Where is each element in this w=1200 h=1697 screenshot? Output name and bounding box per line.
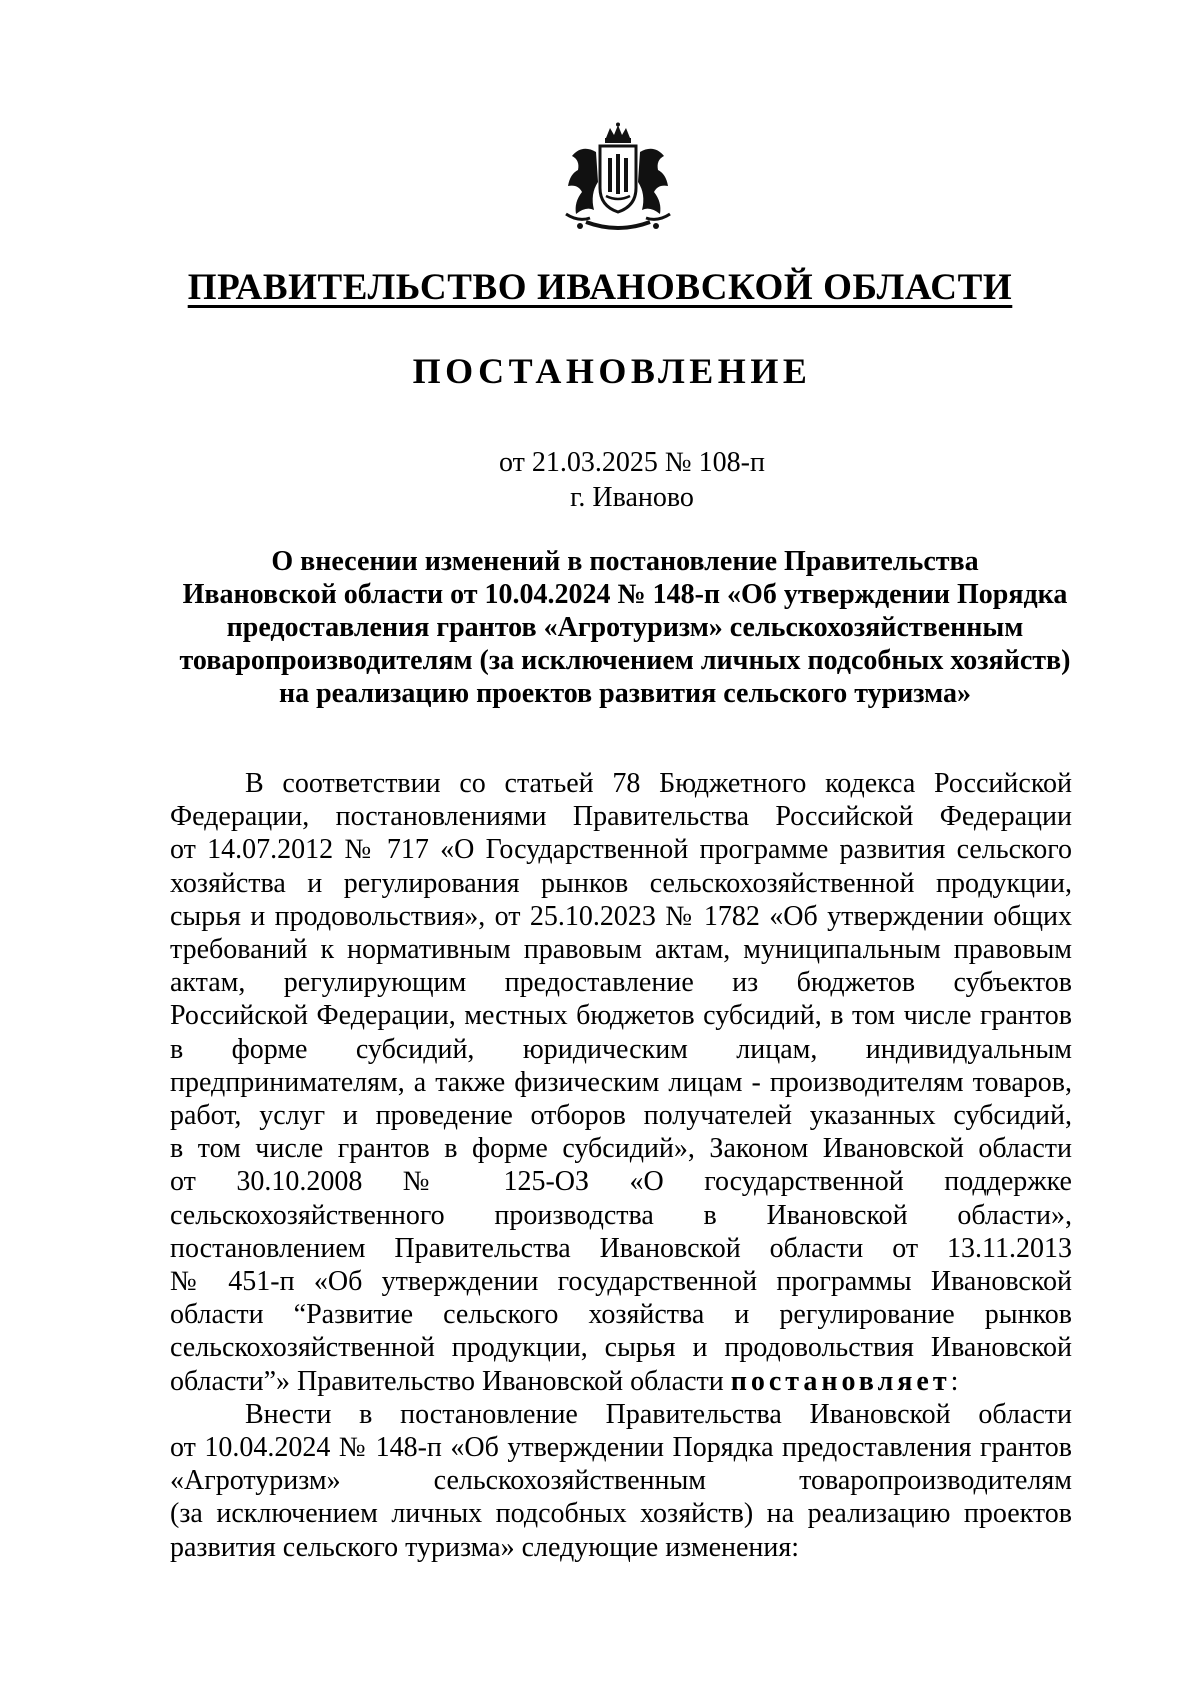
- paragraph-line: хозяйства и регулирования рынков сельскохозяйственной продукции,: [170, 867, 1072, 899]
- paragraph-line: предпринимателям, а также физическим лицам - производителям товаров,: [170, 1066, 1072, 1098]
- paragraph-line: актам, регулирующим предоставление из бюджетов субъектов: [170, 967, 1072, 999]
- paragraph-line: сырья и продовольствия», от 25.10.2023 № 1782 «Об утверждении общих: [170, 900, 1072, 932]
- city: г. Иваново: [570, 482, 694, 513]
- paragraph-line: В соответствии со статьей 78 Бюджетного кодекса Российской: [245, 768, 1072, 799]
- paragraph-line: (за исключением личных подсобных хозяйств) на реализацию проектов: [170, 1498, 1072, 1530]
- organization-title-text: ПРАВИТЕЛЬСТВО ИВАНОВСКОЙ ОБЛАСТИ: [187, 267, 1013, 308]
- paragraph-line: Российской Федерации, местных бюджетов субсидий, в том числе грантов: [170, 1000, 1072, 1032]
- document-body: [170, 767, 1072, 1564]
- title-line: предоставления грантов «Агротуризм» сельскохозяйственным: [226, 612, 1024, 643]
- paragraph-line: области “Развитие сельского хозяйства и регулирование рынков: [170, 1299, 1072, 1331]
- paragraph-line: Внести в постановление Правительства Ивановской области: [245, 1398, 1072, 1430]
- paragraph-line: в том числе грантов в форме субсидий», Законом Ивановской области: [170, 1133, 1072, 1165]
- paragraph-line: «Агротуризм» сельскохозяйственным товаропроизводителям: [170, 1465, 1072, 1497]
- paragraph-final-line: [170, 1365, 1072, 1398]
- paragraph-line: в форме субсидий, юридическим лицам, индивидуальным: [170, 1033, 1072, 1065]
- paragraph-preamble: [170, 767, 1072, 1398]
- paragraph-line: от 10.04.2024 № 148-п «Об утверждении Порядка предоставления грантов: [170, 1432, 1072, 1464]
- paragraph-line: сельскохозяйственной продукции, сырья и продовольствия Ивановской: [170, 1332, 1072, 1364]
- date-number: от 21.03.2025 № 108-п: [499, 447, 765, 478]
- paragraph-line: работ, услуг и проведение отборов получателей указанных субсидий,: [170, 1100, 1072, 1132]
- title-line: Ивановской области от 10.04.2024 № 148-п «Об утверждении Порядка: [182, 579, 1068, 610]
- organization-title: [0, 266, 1200, 310]
- final-line-end: :: [950, 1365, 959, 1397]
- final-line-start: области”» Правительство Ивановской области: [170, 1365, 731, 1397]
- paragraph-line: развития сельского туризма» следующие изменения:: [170, 1531, 800, 1563]
- paragraph-line: № 451-п «Об утверждении государственной программы Ивановской: [170, 1266, 1072, 1298]
- coat-of-arms-icon: [556, 122, 680, 234]
- paragraph-line: от 14.07.2012 № 717 «О Государственной программе развития сельского: [170, 834, 1072, 866]
- title-line: на реализацию проектов развития сельского туризма»: [278, 678, 972, 709]
- resolves-keyword: постановляет: [730, 1365, 951, 1397]
- paragraph-line: Федерации, постановлениями Правительства Российской Федерации: [170, 801, 1072, 833]
- paragraph-line: постановлением Правительства Ивановской области от 13.11.2013: [170, 1232, 1072, 1264]
- title-line: товаропроизводителям (за исключением личных подсобных хозяйств): [179, 645, 1071, 676]
- paragraph-amendment: [170, 1398, 1072, 1564]
- paragraph-line: требований к нормативным правовым актам, муниципальным правовым: [170, 934, 1072, 966]
- document-title: [170, 545, 1080, 710]
- paragraph-line: от 30.10.2008 № 125-ОЗ «О государственной поддержке: [170, 1166, 1072, 1198]
- paragraph-line: сельскохозяйственного производства в Ивановской области»,: [170, 1199, 1072, 1231]
- title-line: О внесении изменений в постановление Правительства: [271, 546, 979, 577]
- document-type: ПОСТАНОВЛЕНИЕ: [412, 351, 812, 391]
